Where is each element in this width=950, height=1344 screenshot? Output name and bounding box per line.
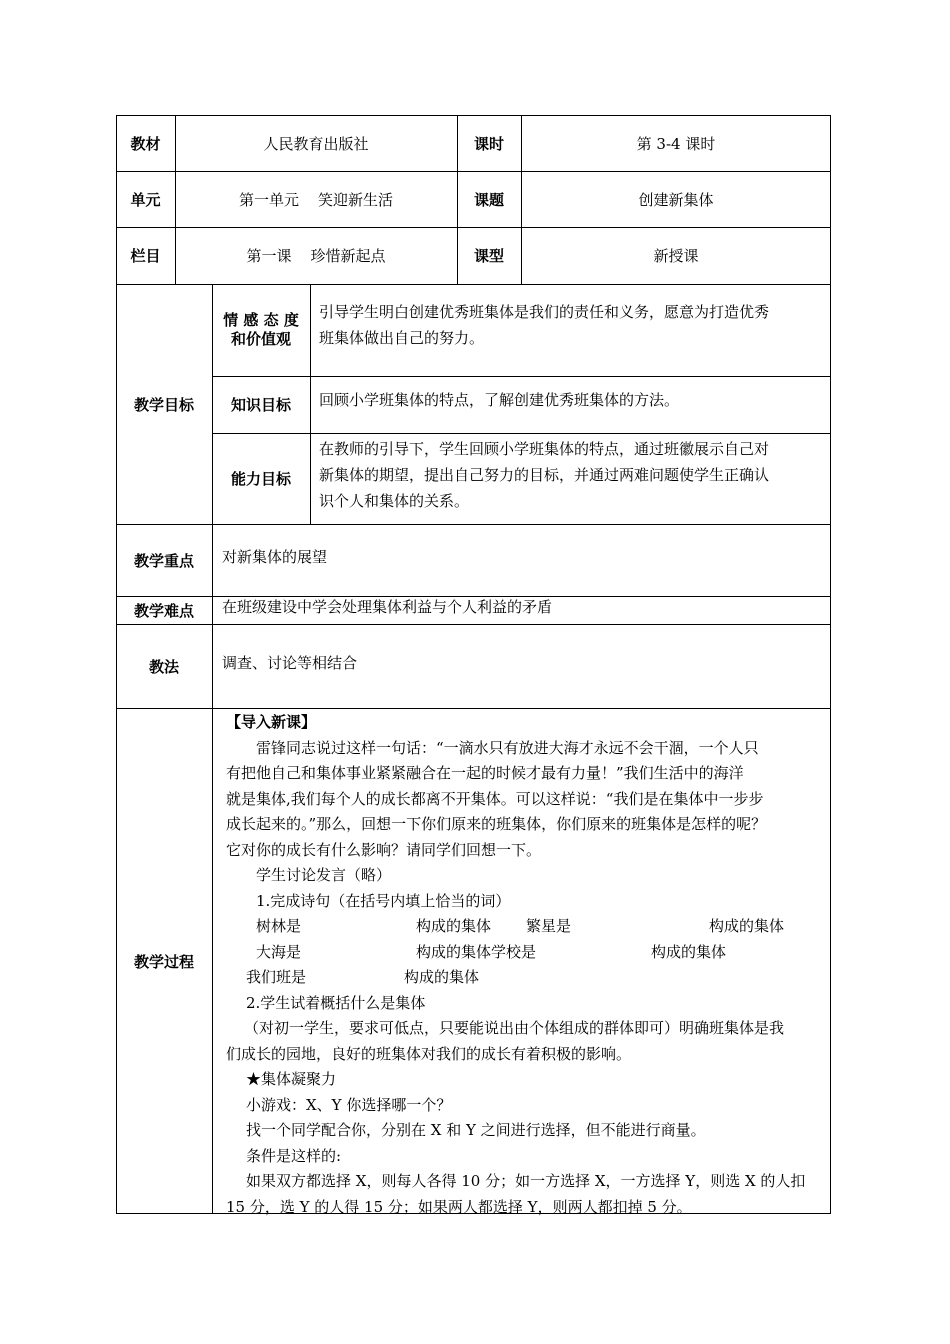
process-heading: 【导入新课】 [226, 713, 317, 731]
knowledge-label: 知识目标 [230, 396, 291, 414]
difficulty-text: 在班级建设中学会处理集体利益与个人利益的矛盾 [222, 598, 553, 616]
difficulty-label: 教学难点 [133, 601, 194, 620]
process-line: 学生讨论发言（略） [256, 866, 392, 884]
focus-label: 教学重点 [133, 551, 194, 570]
method-label: 教法 [148, 657, 179, 676]
objectives-label: 教学目标 [133, 395, 194, 414]
poem-blank-prefix: 繁星是 [526, 917, 572, 935]
row-divider [116, 708, 831, 709]
poem-blank-prefix: 我们班是 [246, 968, 307, 986]
period-label: 课时 [473, 134, 504, 153]
ability-text-line3: 识个人和集体的关系。 [319, 492, 470, 510]
process-line: 成长起来的。”那么，回想一下你们原来的班集体，你们原来的班集体是怎样的呢？ [226, 815, 767, 833]
ability-text [319, 436, 769, 514]
textbook-value: 人民教育出版社 [263, 134, 369, 153]
process-line: 如果双方都选择 X，则每人各得 10 分；如一方选择 X，一方选择 Y，则选 X 的人扣 [246, 1172, 806, 1190]
process-line: 雷锋同志说过这样一句话：“一滴水只有放进大海才永远不会干涸，一个人只 [256, 738, 759, 757]
poem-line [256, 914, 826, 940]
process-label: 教学过程 [133, 952, 194, 971]
focus-text: 对新集体的展望 [222, 548, 328, 566]
topic-label: 课题 [473, 190, 504, 209]
emotion-text-line2: 班集体做出自己的努力。 [319, 329, 485, 347]
process-body [226, 710, 826, 1220]
process-line: 小游戏：X、Y 你选择哪一个？ [246, 1095, 452, 1114]
process-line: 找一个同学配合你，分别在 X 和 Y 之间进行选择，但不能进行商量。 [246, 1121, 706, 1139]
emotion-label [212, 311, 310, 349]
ability-label: 能力目标 [230, 470, 291, 488]
process-line: （对初一学生，要求可低点，只要能说出由个体组成的群体即可）明确班集体是我 [244, 1019, 785, 1037]
process-line: 它对你的成长有什么影响？请同学们回想一下。 [226, 840, 542, 859]
textbook-label: 教材 [130, 134, 161, 153]
row-divider [116, 524, 831, 525]
poem-blank-prefix: 树林是 [256, 917, 302, 935]
poem-line [246, 965, 826, 991]
poem-blank-suffix: 构成的集体学校是 [416, 942, 537, 961]
process-line: 1.完成诗句（在括号内填上恰当的词） [256, 891, 511, 910]
poem-blank-suffix: 构成的集体 [709, 917, 785, 935]
type-value: 新授课 [653, 247, 699, 265]
process-line: 15 分，选 Y 的人得 15 分；如果两人都选择 Y，则两人都扣掉 5 分。 [226, 1197, 692, 1216]
method-text: 调查、讨论等相结合 [222, 654, 358, 672]
poem-blank-prefix: 大海是 [256, 942, 302, 961]
emotion-text-line1: 引导学生明白创建优秀班集体是我们的责任和义务，愿意为打造优秀 [319, 303, 770, 321]
ability-text-line1: 在教师的引导下，学生回顾小学班集体的特点，通过班徽展示自己对 [319, 440, 770, 458]
poem-blank-suffix: 构成的集体 [404, 968, 480, 986]
row-divider [116, 284, 831, 285]
emotion-text [319, 299, 769, 351]
process-line: ★集体凝聚力 [246, 1070, 337, 1088]
poem-blank-suffix: 构成的集体 [416, 917, 492, 935]
column-value: 第一课 珍惜新起点 [246, 247, 386, 265]
unit-value: 第一单元 笑迎新生活 [238, 190, 394, 209]
poem-blank-suffix: 构成的集体 [651, 942, 727, 961]
process-line: 2.学生试着概括什么是集体 [246, 993, 426, 1012]
ability-text-line2: 新集体的期望，提出自己努力的目标，并通过两难问题使学生正确认 [319, 466, 770, 484]
col-divider [310, 284, 311, 524]
knowledge-text: 回顾小学班集体的特点，了解创建优秀班集体的方法。 [319, 391, 680, 409]
type-label: 课型 [473, 247, 504, 265]
process-line: 就是集体,我们每个人的成长都离不开集体。可以这样说：“我们是在集体中一步步 [226, 789, 764, 808]
emotion-label-line1: 情 感 态 度 [223, 311, 299, 329]
unit-label: 单元 [130, 190, 161, 209]
poem-line [256, 940, 826, 966]
column-label: 栏目 [130, 247, 161, 265]
process-line: 们成长的园地，良好的班集体对我们的成长有着积极的影响。 [226, 1044, 632, 1063]
emotion-label-line2: 和价值观 [230, 330, 291, 348]
process-line: 有把他自己和集体事业紧紧融合在一起的时候才最有力量！”我们生活中的海洋 [226, 764, 744, 782]
row-divider [116, 624, 831, 625]
period-value: 第 3-4 课时 [636, 134, 716, 153]
topic-value: 创建新集体 [638, 190, 714, 209]
process-line: 条件是这样的: [246, 1146, 342, 1165]
